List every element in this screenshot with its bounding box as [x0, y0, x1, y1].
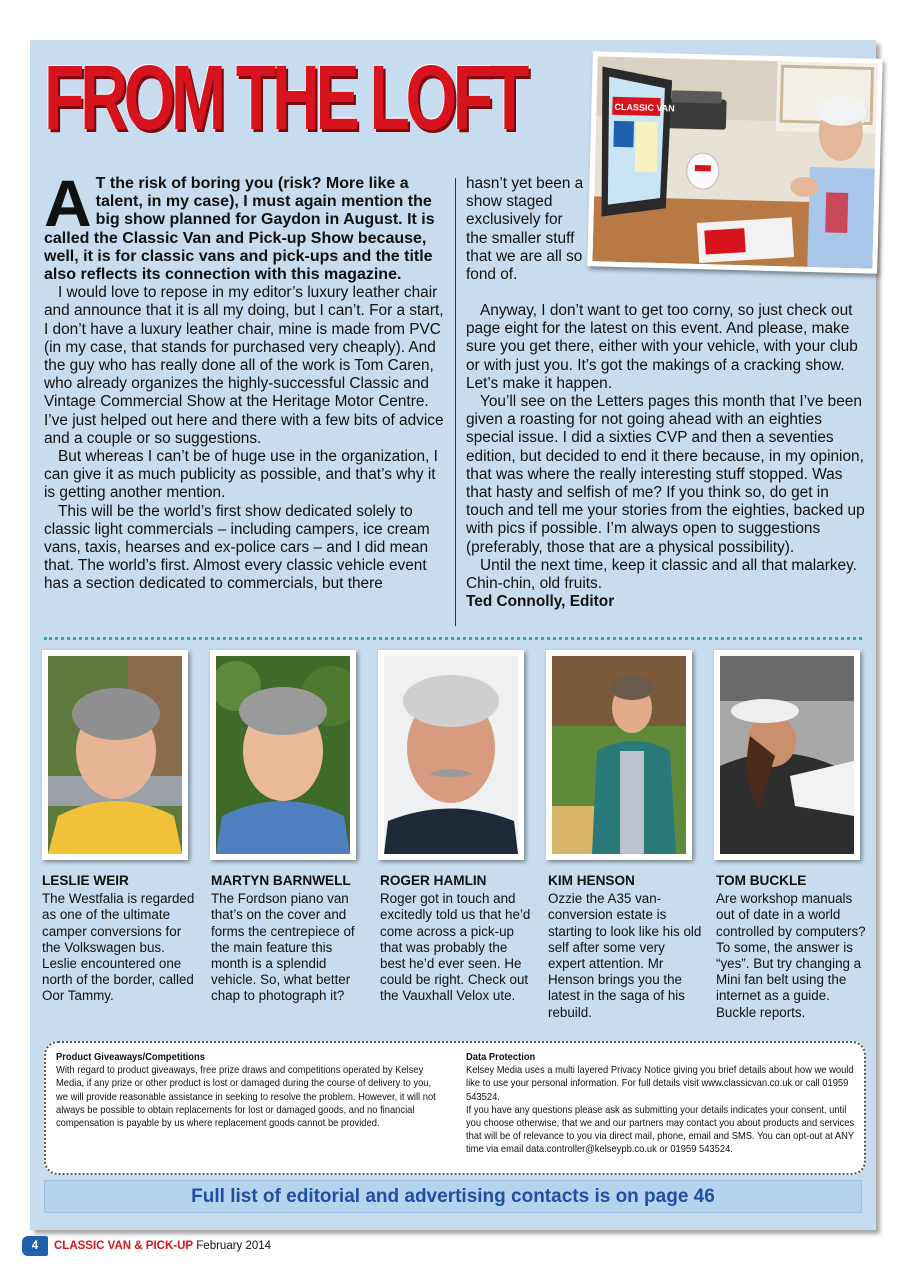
giveaways-text: With regard to product giveaways, free prize draws and competitions operated by Kelsey Media, if any prize or other product is lost or damaged during the course of delivery to you, we will provide reasonable assistance in seeking to resolve the problem. However, it will not always be possible to obtain replacements for lost or damaged goods, and no financial compensation is payable by us where replacement goods cannot be provided.	[56, 1065, 436, 1130]
contacts-banner: Full list of editorial and advertising contacts is on page 46	[44, 1180, 862, 1213]
contributor-photo-tom-buckle	[714, 650, 860, 860]
contributor-bio: Roger got in touch and excitedly told us that he’d come across a pick-up that was probably the best he’d ever seen. He could be right. Check out the Vauxhall Velox ute.	[380, 891, 531, 1004]
contributor-bio: The Fordson piano van that’s on the cover and forms the centrepiece of the main feature this month is a splendid vehicle. So, what better chap to photograph it?	[211, 891, 355, 1004]
contributor-bio: Ozzie the A35 van-conversion estate is starting to look like his old self after some very expert attention. Mr Henson brings you the latest in the saga of his rebuild.	[548, 891, 702, 1020]
portrait-image	[384, 656, 518, 854]
magazine-name: CLASSIC VAN & PICK-UP	[54, 1240, 194, 1252]
contributor-name: MARTYN BARNWELL	[211, 873, 351, 888]
editorial-paragraph: Anyway, I don’t want to get too corny, so just check out page eight for the latest on this event. And please, make sure you get there, either with your vehicle, with your club or with just you. It’s got the makings of a cracking show. Let’s make it happen.	[466, 302, 858, 392]
portrait-image	[48, 656, 182, 854]
editorial-column-2-top	[466, 175, 586, 284]
contributor-name: ROGER HAMLIN	[380, 873, 487, 888]
drop-cap: A	[44, 166, 92, 240]
data-protection-text: Kelsey Media uses a multi layered Privacy Notice giving you brief details about how we would like to use your personal information. For full details visit www.classicvan.co.uk or call 01959 543524.	[466, 1065, 854, 1103]
editorial-column-1	[44, 166, 444, 594]
editorial-paragraph: Until the next time, keep it classic and all that malarkey. Chin-chin, old fruits.	[466, 556, 857, 593]
page-footer	[22, 1236, 271, 1256]
contributor-photo-martyn-barnwell	[210, 650, 356, 860]
contributor-name: TOM BUCKLE	[716, 873, 807, 888]
contributor-leslie-weir	[42, 873, 198, 1005]
portrait-image	[552, 656, 686, 854]
contributor-bio: The Westfalia is regarded as one of the ultimate camper conversions for the Volkswagen bus. Leslie encountered one north of the border, called Oor Tammy.	[42, 891, 195, 1004]
editorial-lead: T the risk of boring you (risk? More like a talent, in my case), I must again mention the big show planned for Gaydon in August. It is called the Classic Van and Pick-up Show because, well, it is for classic vans and pick-ups and the title also reflects its connection with this magazine.	[44, 175, 435, 284]
portrait-image	[720, 656, 854, 854]
data-protection-text: If you have any questions please ask as submitting your details indicates your consent, until you choose otherwise, that we and our partners may contact you about products and services that will be of relevance to you via direct mail, phone, email and SMS. You can opt-out at ANY time via email data.controller@kelseypb.co.uk or 01959 543524.	[466, 1104, 855, 1156]
contributor-roger-hamlin	[380, 873, 536, 1005]
contributor-photo-kim-henson	[546, 650, 692, 860]
section-divider	[44, 637, 862, 640]
editorial-column-2	[466, 302, 866, 611]
editorial-paragraph: You’ll see on the Letters pages this month that I’ve been given a roasting for not going ahead with an eighties special issue. I did a sixties CVP and then a seventies edition, but decided to end it there because, in my opinion, that was where the really interesting stuff stopped. Was that hasty and selfish of me? If you think so, do get in touch and tell me your stories from the eighties, backed up with pics if possible. I’m always open to suggestions (preferably, those that are a physical possibility).	[466, 393, 865, 556]
giveaways-heading: Product Giveaways/Competitions	[56, 1052, 205, 1063]
editor-photo	[587, 51, 883, 274]
data-protection-notice	[466, 1051, 860, 1157]
editorial-paragraph: But whereas I can’t be of huge use in the organization, I can give it as much publicity as possible, and that’s why it is getting another mention.	[44, 448, 438, 502]
contributor-photo-leslie-weir	[42, 650, 188, 860]
issue-date: February 2014	[196, 1240, 272, 1252]
editorial-paragraph: I would love to repose in my editor’s luxury leather chair and announce that it is all my doing, but I can’t. For a start, I don’t have a luxury leather chair, mine is made from PVC (in my case, that stands for purchased very cheaply). And the guy who has really done all of the work is Tom Caren, who already organizes the highly-successful Classic and Vintage Commercial Show at the Heritage Motor Centre. I’ve just helped out here and there with a few bits of advice and a couple or so suggestions.	[44, 284, 444, 447]
contributor-name: KIM HENSON	[548, 873, 635, 888]
data-protection-heading: Data Protection	[466, 1052, 536, 1063]
screen-magazine-text: CLASSIC VAN	[614, 101, 675, 114]
editor-signature: Ted Connolly, Editor	[466, 593, 615, 611]
contributor-martyn-barnwell	[211, 873, 367, 1005]
contributor-name: LESLIE WEIR	[42, 873, 129, 888]
column-divider	[455, 178, 456, 626]
editorial-paragraph: This will be the world’s first show dedicated solely to classic light commercials – including campers, ice cream vans, taxis, hearses and ex-police cars – and I did mean that. The world’s first. Almost every classic vehicle event has a section dedicated to commercials, but there	[44, 502, 430, 593]
contributor-kim-henson	[548, 873, 704, 1021]
editorial-paragraph: hasn’t yet been a show staged exclusively for the smaller stuff that we are all so fond of.	[466, 175, 584, 284]
contributor-bio: Are workshop manuals out of date in a world controlled by computers? To some, the answer is “yes”. But try changing a Mini fan belt using the internet as a guide. Buckle reports.	[716, 891, 866, 1020]
legal-notice-box	[44, 1041, 866, 1175]
page-number: 4	[22, 1236, 48, 1256]
contributor-tom-buckle	[716, 873, 872, 1021]
giveaways-notice	[56, 1051, 441, 1130]
page-title: FROM THE LOFT	[44, 47, 526, 149]
portrait-image	[216, 656, 350, 854]
contributor-photo-roger-hamlin	[378, 650, 524, 860]
editor-at-desk-image	[592, 56, 877, 268]
